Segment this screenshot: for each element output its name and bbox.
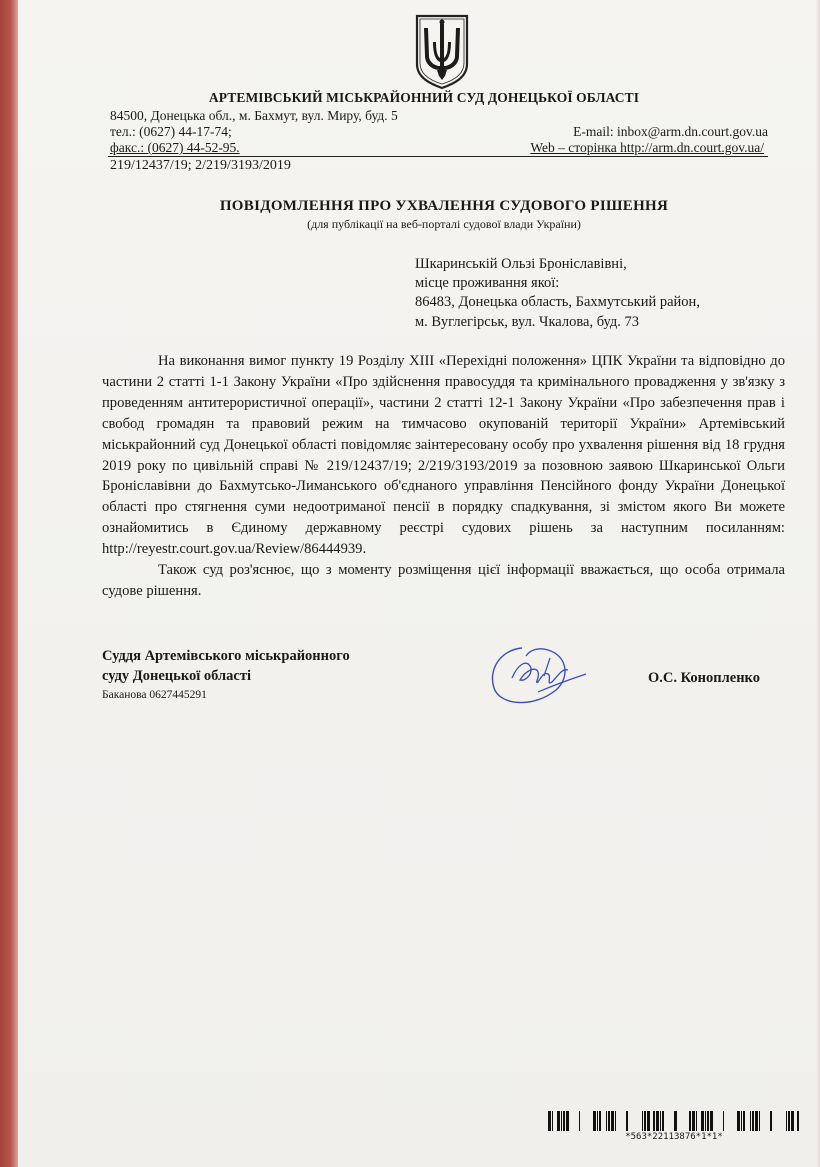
barcode-bar [723, 1111, 724, 1131]
barcode-bar [752, 1111, 754, 1131]
notice-title: ПОВІДОМЛЕННЯ ПРО УХВАЛЕННЯ СУДОВОГО РІШЕННЯ [219, 198, 669, 214]
case-number: 219/12437/19; 2/219/3193/2019 [110, 158, 291, 173]
court-phone: тел.: (0627) 44-17-74; [110, 124, 232, 139]
barcode-bar [743, 1111, 745, 1131]
barcode-bar [692, 1111, 695, 1131]
barcode-bar [557, 1111, 560, 1131]
recipient-address-line: м. Вуглегірськ, вул. Чкалова, буд. 73 [415, 314, 639, 330]
recipient-label: місце проживання якої: [415, 275, 560, 291]
barcode-bar [552, 1111, 553, 1131]
body-paragraph: На виконання вимог пункту 19 Розділу XIII «Перехідні положення» ЦПК України та відповідно до частини 2 статті 1-1 Закону України «Про здійснення правосуддя та кримінального провадження у зв'язку з проведенням антитерористичної операції», частини 2 статті 12-1 Закону України «Про забезпечення прав і свобод громадян та правовий режим на тимчасово окупованій території України» Артемівський міськрайонний суд Донецької області повідомляє заінтересовану особу про ухвалення рішення від 18 грудня 2019 року по цивільній справі № 219/12437/19; 2/219/3193/2019 за позовною заявою Шкаринської Ольги Броніславівни до Бахмутсько-Лиманського об'єднаного управління Пенсійного фонду України Донецької області про стягнення суми недоотриманої пенсії в порядку спадкування, зі змістом якого Ви можете ознайомитись в Єдиному державному реєстрі судових рішень за наступним посиланням: http://reyestr.court.gov.ua/Review/86444939. [102, 353, 785, 558]
barcode-bar [548, 1111, 551, 1131]
page-edge [0, 0, 18, 1167]
barcode-bar [660, 1111, 661, 1131]
barcode-bar [647, 1111, 650, 1131]
body-paragraph: Також суд роз'яснює, що з моменту розміщення цієї інформації вважається, що особа отримала судове рішення. [102, 562, 785, 599]
barcode-bar [759, 1111, 760, 1131]
barcode-bar [755, 1111, 758, 1131]
barcode-bar [788, 1111, 790, 1131]
barcode-bar [674, 1111, 677, 1131]
barcode-bar [707, 1111, 709, 1131]
barcode-bar [701, 1111, 704, 1131]
barcode-bar [644, 1111, 646, 1131]
court-name: АРТЕМІВСЬКИЙ МІСЬКРАЙОННИЙ СУД ДОНЕЦЬКОЇ ОБЛАСТІ [208, 90, 640, 105]
notice-subtitle: (для публікації на веб-порталі судової влади України) [307, 217, 581, 231]
barcode-bar [656, 1111, 659, 1131]
barcode-bar [786, 1111, 787, 1131]
barcode-bar [662, 1111, 664, 1131]
barcode-bar [626, 1111, 628, 1131]
barcode-bar [579, 1111, 580, 1131]
court-fax: факс.: (0627) 44-52-95. [110, 140, 240, 155]
barcode-bar [653, 1111, 655, 1131]
barcode-bar [611, 1111, 614, 1131]
barcode-bar [705, 1111, 706, 1131]
barcode-bar [608, 1111, 610, 1131]
barcode-bar [797, 1111, 799, 1131]
barcode-bar [741, 1111, 742, 1131]
barcode-bar [599, 1111, 601, 1131]
barcode-bar [689, 1111, 691, 1131]
barcode-bar [563, 1111, 565, 1131]
recipient-address-line: 86483, Донецька область, Бахмутський район, [415, 294, 700, 310]
barcode-bar [770, 1111, 772, 1131]
barcode-bar [642, 1111, 643, 1131]
trident-icon [413, 12, 471, 90]
barcode-bar [737, 1111, 740, 1131]
court-email: E-mail: inbox@arm.dn.court.gov.ua [573, 124, 768, 139]
court-address: 84500, Донецька обл., м. Бахмут, вул. Миру, буд. 5 [110, 108, 398, 123]
barcode-bar [606, 1111, 607, 1131]
barcode-bar [566, 1111, 569, 1131]
barcode-bar [597, 1111, 598, 1131]
barcode-number: *563*22113876*1*1* [625, 1132, 723, 1142]
barcode-bar [615, 1111, 616, 1131]
barcode-bar [561, 1111, 562, 1131]
barcode-bar [593, 1111, 596, 1131]
barcode-bar [791, 1111, 794, 1131]
clerk-contact: Баканова 0627445291 [102, 689, 207, 701]
judge-name: О.С. Конопленко [648, 670, 760, 686]
court-website: Web – сторінка http://arm.dn.court.gov.ua/ [530, 140, 764, 155]
judge-title: суду Донецької області [102, 668, 252, 684]
notice-body [102, 351, 785, 602]
barcode-bar [696, 1111, 697, 1131]
recipient-name: Шкаринській Ользі Броніславівні, [415, 256, 627, 272]
header-divider [108, 156, 768, 157]
barcode-bar [710, 1111, 713, 1131]
judge-title: Суддя Артемівського міськрайонного [102, 648, 350, 664]
barcode-icon [548, 1111, 800, 1131]
handwritten-signature [482, 636, 592, 716]
page-edge-right [816, 0, 820, 1167]
barcode-bar [750, 1111, 751, 1131]
